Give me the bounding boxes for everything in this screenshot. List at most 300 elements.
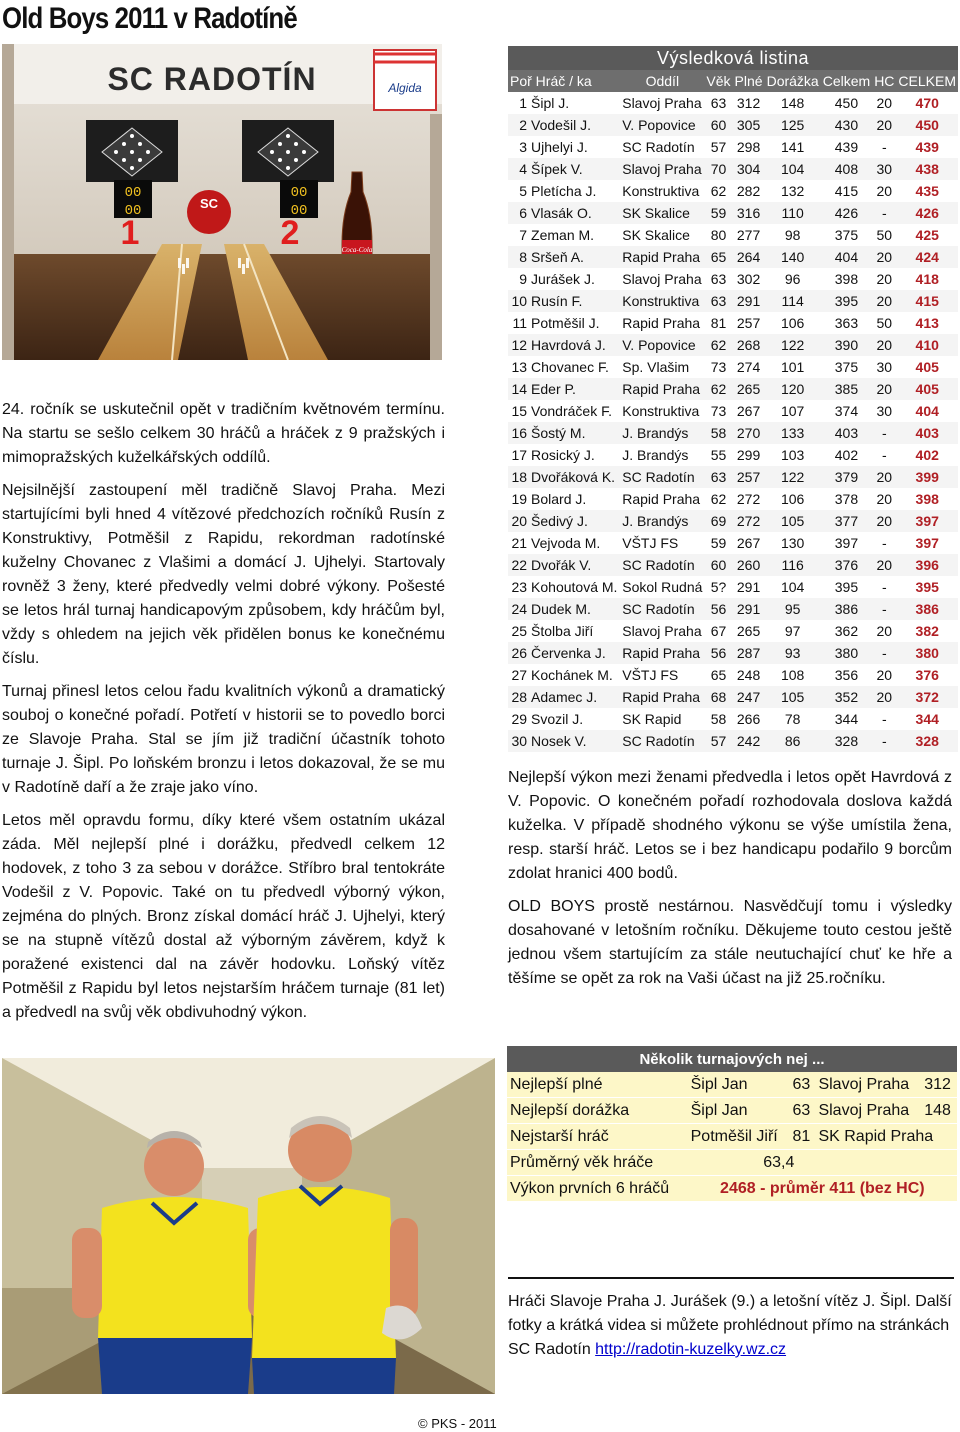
cell-hc: 20: [872, 686, 896, 708]
cell-hc: -: [881, 535, 887, 551]
cell-full: 247: [733, 686, 765, 708]
cell-cleanup: 103: [780, 447, 805, 463]
cell-final: 424: [896, 246, 958, 268]
cell-total: 375: [834, 359, 859, 375]
cell-player: Dvořáková K.: [529, 466, 620, 488]
cell-club: Slavoj Praha: [620, 158, 704, 180]
cell-age: 73: [710, 403, 727, 419]
column-header: Věk: [704, 70, 732, 92]
cell-club: Slavoj Praha: [622, 95, 702, 111]
cell-hc: -: [872, 202, 896, 224]
cell-rank: 4: [508, 158, 529, 180]
cell-club: J. Brandýs: [620, 510, 704, 532]
cell-cleanup: 120: [765, 378, 821, 400]
cell-cleanup: 104: [765, 158, 821, 180]
cell-cleanup: 97: [784, 623, 801, 639]
cell-player: Jurášek J.: [531, 271, 595, 287]
highlight-age: 63: [789, 1072, 815, 1098]
cell-final: 376: [915, 667, 939, 683]
cell-final: 397: [915, 535, 939, 551]
cell-hc: 20: [876, 623, 893, 639]
cell-final: 405: [896, 378, 958, 400]
cell-player: Vodešil J.: [529, 114, 620, 136]
cell-full: 272: [736, 491, 761, 507]
highlight-label: Průměrný věk hráče: [507, 1150, 688, 1176]
table-row: [508, 334, 958, 356]
table-row: [508, 400, 958, 422]
highlight-row: [507, 1072, 957, 1098]
cell-rank: 28: [508, 686, 529, 708]
cell-full: 304: [733, 158, 765, 180]
cell-final: 344: [915, 711, 939, 727]
cell-cleanup: 105: [765, 686, 821, 708]
highlights-table: [507, 1046, 957, 1202]
cell-rank: 3: [519, 139, 528, 155]
cell-total: 386: [821, 598, 872, 620]
emblem-text: SC: [199, 196, 219, 211]
cell-cleanup: 133: [765, 422, 821, 444]
cell-age: 60: [704, 554, 732, 576]
highlights-heading: Několik turnajových nej ...: [507, 1046, 957, 1072]
cell-final: 397: [896, 510, 958, 532]
cell-cleanup: 125: [765, 114, 821, 136]
table-row: [508, 136, 958, 158]
table-row: [508, 708, 958, 730]
table-row: [508, 488, 958, 510]
cell-rank: 11: [512, 315, 528, 331]
cell-cleanup: 148: [780, 95, 805, 111]
cell-player: Kochánek M.: [531, 667, 613, 683]
cell-club: Konstruktiva: [622, 183, 700, 199]
results-heading: Výsledková listina: [508, 46, 958, 70]
column-header: Plné: [733, 70, 765, 92]
table-row: [508, 246, 958, 268]
cell-age: 67: [710, 623, 727, 639]
table-row: [508, 268, 958, 290]
cell-hc: 20: [872, 114, 896, 136]
cell-club: SC Radotín: [620, 598, 704, 620]
table-row: [508, 598, 958, 620]
cell-total: 374: [834, 403, 859, 419]
cell-full: 305: [733, 114, 765, 136]
highlight-value: 63,4: [688, 1150, 957, 1176]
cell-full: 268: [733, 334, 765, 356]
cell-player: Šípek V.: [529, 158, 620, 180]
table-row: [508, 290, 958, 312]
cell-total: 404: [821, 246, 872, 268]
cell-cleanup: 130: [780, 535, 805, 551]
cell-final: 328: [896, 730, 958, 752]
cell-total: 363: [834, 315, 859, 331]
cell-hc: 20: [872, 290, 896, 312]
cell-final: 435: [915, 183, 939, 199]
cell-cleanup: 96: [784, 271, 801, 287]
cell-final: 415: [896, 290, 958, 312]
cell-player: Nosek V.: [529, 730, 620, 752]
cell-age: 68: [704, 686, 732, 708]
highlight-row: [507, 1098, 957, 1124]
cell-age: 56: [704, 598, 732, 620]
cell-player: Rosický J.: [531, 447, 595, 463]
cell-club: V. Popovice: [620, 334, 704, 356]
table-row: [508, 664, 958, 686]
cell-age: 62: [704, 378, 732, 400]
cell-cleanup: 132: [780, 183, 805, 199]
cell-club: J. Brandýs: [620, 422, 704, 444]
cell-total: 426: [821, 202, 872, 224]
cell-cleanup: 106: [780, 491, 805, 507]
table-row: [508, 510, 958, 532]
cell-cleanup: 101: [780, 359, 805, 375]
cell-total: 378: [834, 491, 859, 507]
cell-cleanup: 110: [765, 202, 821, 224]
cell-club: SC Radotín: [620, 466, 704, 488]
cell-rank: 22: [508, 554, 529, 576]
cell-rank: 5: [519, 183, 528, 199]
cell-player: Svozil J.: [531, 711, 584, 727]
cell-full: 265: [733, 378, 765, 400]
cell-age: 5?: [710, 579, 727, 595]
highlight-name: Šipl Jan: [688, 1098, 790, 1124]
cell-final: 398: [915, 491, 939, 507]
cell-hc: 30: [876, 403, 893, 419]
score-display-1: 00: [124, 185, 142, 201]
cell-rank: 18: [508, 466, 529, 488]
cell-rank: 6: [508, 202, 529, 224]
highlight-name: Potměšil Jiří: [688, 1124, 790, 1150]
score-display-3: 00: [290, 185, 308, 201]
article-paragraph: Nejsilnější zastoupení měl tradičně Slavoj Praha. Mezi startujícími byli hned 4 vítězové předchozích ročníků Rusín z Konstruktivy, Potměšil z Rapidu, rekordman radotínské kuželny Chovanec z Vlašimi a domácí J. Ujhelyi. Startovaly rovněž 3 ženy, které předvedly velmi dobré výkony. Pošesté se letos hrál turnaj handicapovým způsobem, kdy hráčům byl, vždy s ohledem na jejich věk přidělen bonus ke konečnému číslu.: [2, 482, 445, 667]
table-row: [508, 620, 958, 642]
cell-age: 63: [710, 95, 727, 111]
cell-cleanup: 122: [765, 334, 821, 356]
lane-number-1: 1: [120, 214, 140, 252]
sign-right-text: Algida: [388, 81, 422, 95]
cell-full: 316: [733, 202, 765, 224]
cell-hc: 50: [876, 315, 893, 331]
cell-final: 404: [915, 403, 939, 419]
cell-total: 377: [821, 510, 872, 532]
cell-full: 265: [736, 623, 761, 639]
cell-full: 272: [733, 510, 765, 532]
highlight-label: Nejlepší plné: [507, 1072, 688, 1098]
cell-full: 248: [736, 667, 761, 683]
cell-hc: -: [872, 730, 896, 752]
cell-hc: 20: [872, 334, 896, 356]
cell-hc: -: [872, 598, 896, 620]
cell-rank: 16: [508, 422, 529, 444]
cell-total: 450: [834, 95, 859, 111]
highlight-row: [507, 1124, 957, 1150]
cell-total: 403: [821, 422, 872, 444]
cell-player: Havrdová J.: [529, 334, 620, 356]
table-row: [508, 466, 958, 488]
highlight-age: 63: [789, 1098, 815, 1124]
cell-final: 395: [915, 579, 939, 595]
cell-club: Rapid Praha: [622, 315, 701, 331]
cell-final: 380: [896, 642, 958, 664]
cell-rank: 13: [511, 359, 528, 375]
cell-final: 382: [915, 623, 939, 639]
cell-final: 425: [915, 227, 939, 243]
cell-cleanup: 106: [780, 315, 805, 331]
highlight-club: Slavoj Praha: [815, 1072, 921, 1098]
cell-final: 386: [896, 598, 958, 620]
cell-total: 380: [821, 642, 872, 664]
cell-final: 438: [896, 158, 958, 180]
cell-full: 242: [733, 730, 765, 752]
cell-cleanup: 107: [780, 403, 805, 419]
results-table: [508, 46, 958, 752]
cell-rank: 8: [508, 246, 529, 268]
cell-age: 73: [710, 359, 727, 375]
table-row: [508, 422, 958, 444]
cell-hc: 20: [876, 491, 893, 507]
cell-age: 81: [710, 315, 727, 331]
cell-final: 470: [915, 95, 939, 111]
column-header: Poř Hráč / ka: [508, 70, 620, 92]
article-paragraph: OLD BOYS prostě nestárnou. Nasvědčují tomu i výsledky dosahované v letošním ročníku. Děkujeme touto cestou ještě jednou všem startujícím za stále neutuchající chuť ke hře a těšíme se opět za rok na Vaši účast na již 25.ročníku.: [508, 898, 952, 987]
cell-hc: -: [881, 139, 887, 155]
cell-hc: -: [881, 447, 887, 463]
cell-player: Dudek M.: [529, 598, 620, 620]
cell-full: 267: [736, 535, 761, 551]
cell-club: Rapid Praha: [620, 246, 704, 268]
cell-club: Konstruktiva: [622, 403, 700, 419]
cell-cleanup: 140: [765, 246, 821, 268]
table-row: [508, 444, 958, 466]
lane-number-2: 2: [280, 214, 300, 252]
cell-rank: 10: [508, 290, 529, 312]
highlight-summary: 2468 - průměr 411 (bez HC): [688, 1176, 957, 1202]
cell-age: 58: [704, 422, 732, 444]
cell-cleanup: 78: [784, 711, 801, 727]
cell-full: 257: [736, 315, 761, 331]
cell-total: 408: [821, 158, 872, 180]
cell-full: 291: [733, 290, 765, 312]
cell-full: 312: [736, 95, 761, 111]
cell-final: 450: [896, 114, 958, 136]
cell-hc: 50: [876, 227, 893, 243]
cell-hc: 20: [876, 95, 893, 111]
table-row: [508, 686, 958, 708]
cell-final: 399: [896, 466, 958, 488]
article-left-column: [2, 398, 445, 1034]
cell-total: 362: [834, 623, 859, 639]
cell-rank: 2: [508, 114, 529, 136]
cell-club: SK Skalice: [620, 202, 704, 224]
cell-club: SC Radotín: [622, 139, 695, 155]
cell-age: 63: [704, 466, 732, 488]
cell-hc: 30: [872, 158, 896, 180]
cell-age: 58: [710, 711, 727, 727]
cell-full: 291: [736, 579, 761, 595]
cell-final: 418: [915, 271, 939, 287]
cell-age: 70: [704, 158, 732, 180]
players-photo: [2, 1058, 495, 1394]
cell-rank: 1: [519, 95, 528, 111]
cell-final: 405: [915, 359, 939, 375]
cell-final: 439: [915, 139, 939, 155]
cell-club: Rapid Praha: [620, 686, 704, 708]
cell-full: 267: [736, 403, 761, 419]
cell-club: VŠTJ FS: [622, 535, 679, 551]
score-display-4: 00: [290, 203, 308, 219]
cell-rank: 14: [508, 378, 529, 400]
cell-rank: 24: [508, 598, 529, 620]
caption-divider: [508, 1277, 954, 1279]
column-header: Celkem: [821, 70, 872, 92]
column-header: Oddíl: [620, 70, 704, 92]
cell-rank: 15: [511, 403, 528, 419]
cell-player: Pletícha J.: [531, 183, 597, 199]
cell-full: 257: [733, 466, 765, 488]
cell-hc: 20: [876, 183, 893, 199]
cell-player: Eder P.: [529, 378, 620, 400]
cell-age: 62: [704, 334, 732, 356]
cell-club: Slavoj Praha: [622, 271, 702, 287]
bowling-alley-photo: [2, 44, 442, 360]
cell-total: 402: [834, 447, 859, 463]
cell-club: Rapid Praha: [622, 491, 701, 507]
cell-age: 57: [704, 730, 732, 752]
cell-player: Adamec J.: [529, 686, 620, 708]
cell-total: 398: [834, 271, 859, 287]
cell-player: Zeman M.: [531, 227, 595, 243]
cell-cleanup: 108: [780, 667, 805, 683]
cell-player: Vondráček F.: [531, 403, 612, 419]
table-row: [508, 92, 958, 114]
cell-age: 65: [710, 667, 727, 683]
cell-club: Sokol Rudná: [622, 579, 703, 595]
club-website-link[interactable]: http://radotin-kuzelky.wz.cz: [595, 1341, 787, 1358]
table-row: [508, 114, 958, 136]
table-row: [508, 224, 958, 246]
table-row: [508, 312, 958, 334]
cell-cleanup: 141: [780, 139, 805, 155]
highlight-value: 312: [921, 1072, 957, 1098]
cell-total: 395: [834, 579, 859, 595]
cell-player: Šipl J.: [531, 95, 570, 111]
cell-hc: -: [881, 711, 887, 727]
table-row: [508, 554, 958, 576]
cell-club: Rapid Praha: [620, 642, 704, 664]
cell-final: 402: [915, 447, 939, 463]
cell-player: Dvořák V.: [529, 554, 620, 576]
cell-cleanup: 93: [765, 642, 821, 664]
cell-age: 62: [710, 491, 727, 507]
article-right-column: [508, 766, 952, 1000]
table-row: [508, 356, 958, 378]
cell-player: Chovanec F.: [531, 359, 609, 375]
cell-hc: -: [881, 579, 887, 595]
footer-copyright: © PKS - 2011: [418, 1416, 497, 1431]
cell-age: 80: [710, 227, 727, 243]
cell-club: V. Popovice: [620, 114, 704, 136]
cell-full: 302: [736, 271, 761, 287]
highlight-row: [507, 1150, 957, 1176]
cell-player: Vejvoda M.: [531, 535, 601, 551]
cell-total: 439: [834, 139, 859, 155]
cell-age: 56: [704, 642, 732, 664]
cell-age: 63: [710, 271, 727, 287]
cell-rank: 7: [519, 227, 528, 243]
cell-hc: 30: [876, 359, 893, 375]
cell-final: 396: [896, 554, 958, 576]
photo-caption: [508, 1290, 954, 1362]
cell-full: 264: [733, 246, 765, 268]
cell-club: J. Brandýs: [622, 447, 689, 463]
cell-cleanup: 114: [765, 290, 821, 312]
cell-rank: 17: [511, 447, 528, 463]
results-column-header-row: [508, 70, 958, 92]
table-row: [508, 730, 958, 752]
cell-total: 397: [834, 535, 859, 551]
cell-hc: -: [872, 422, 896, 444]
cell-full: 287: [733, 642, 765, 664]
sign-text: SC RADOTÍN: [107, 61, 317, 97]
cell-age: 60: [704, 114, 732, 136]
column-header: Dorážka: [765, 70, 821, 92]
cell-full: 270: [733, 422, 765, 444]
cell-rank: 12: [508, 334, 529, 356]
highlight-label: Výkon prvních 6 hráčů: [507, 1176, 688, 1202]
cell-rank: 30: [508, 730, 529, 752]
page-title: Old Boys 2011 v Radotíně: [2, 2, 297, 35]
cell-rank: 9: [519, 271, 528, 287]
cell-player: Vlasák O.: [529, 202, 620, 224]
cell-full: 266: [736, 711, 761, 727]
cell-total: 390: [821, 334, 872, 356]
cell-rank: 27: [511, 667, 528, 683]
cell-hc: 20: [872, 510, 896, 532]
score-display-2: 00: [124, 203, 142, 219]
bottle-label: Coca-Cola: [341, 246, 373, 254]
cell-player: Kohoutová M.: [531, 579, 618, 595]
cell-cleanup: 95: [765, 598, 821, 620]
cell-age: 63: [704, 290, 732, 312]
cell-full: 277: [736, 227, 761, 243]
cell-hc: 20: [872, 246, 896, 268]
cell-rank: 23: [511, 579, 528, 595]
cell-full: 260: [733, 554, 765, 576]
cell-full: 298: [736, 139, 761, 155]
cell-full: 291: [733, 598, 765, 620]
cell-full: 299: [736, 447, 761, 463]
cell-club: SK Skalice: [622, 227, 690, 243]
highlight-label: Nejlepší dorážka: [507, 1098, 688, 1124]
cell-total: 395: [821, 290, 872, 312]
article-paragraph: Turnaj přinesl letos celou řadu kvalitních výkonů a dramatický souboj o konečné pořadí. Potřetí v historii se to povedlo borci ze Slavoje Praha. Stal se jím již tradiční účastník tohoto turnaje J. Šipl. Po loňském bronzu i letos dokazoval, že se mu v Radotíně daří a že zraje jako víno.: [2, 683, 445, 796]
cell-cleanup: 105: [765, 510, 821, 532]
cell-rank: 21: [511, 535, 528, 551]
cell-final: 426: [896, 202, 958, 224]
cell-cleanup: 104: [780, 579, 805, 595]
cell-player: Šedivý J.: [529, 510, 620, 532]
table-row: [508, 378, 958, 400]
highlight-club: SK Rapid Praha: [815, 1124, 957, 1150]
article-paragraph: Nejlepší výkon mezi ženami předvedla i letos opět Havrdová z V. Popovic. O konečném pořadí rozhodovala doslova každá kuželka. V případě shodného výkonu se výše umístila žena, resp. starší hráč. Letos se i bez handicapu podařilo 9 borcům zdolat hranici 400 bodů.: [508, 769, 952, 882]
cell-club: VŠTJ FS: [622, 667, 679, 683]
cell-player: Potměšil J.: [531, 315, 600, 331]
cell-hc: -: [872, 642, 896, 664]
table-row: [508, 532, 958, 554]
cell-total: 352: [821, 686, 872, 708]
cell-cleanup: 98: [784, 227, 801, 243]
cell-total: 328: [821, 730, 872, 752]
cell-total: 344: [834, 711, 859, 727]
highlight-name: Šipl Jan: [688, 1072, 790, 1098]
